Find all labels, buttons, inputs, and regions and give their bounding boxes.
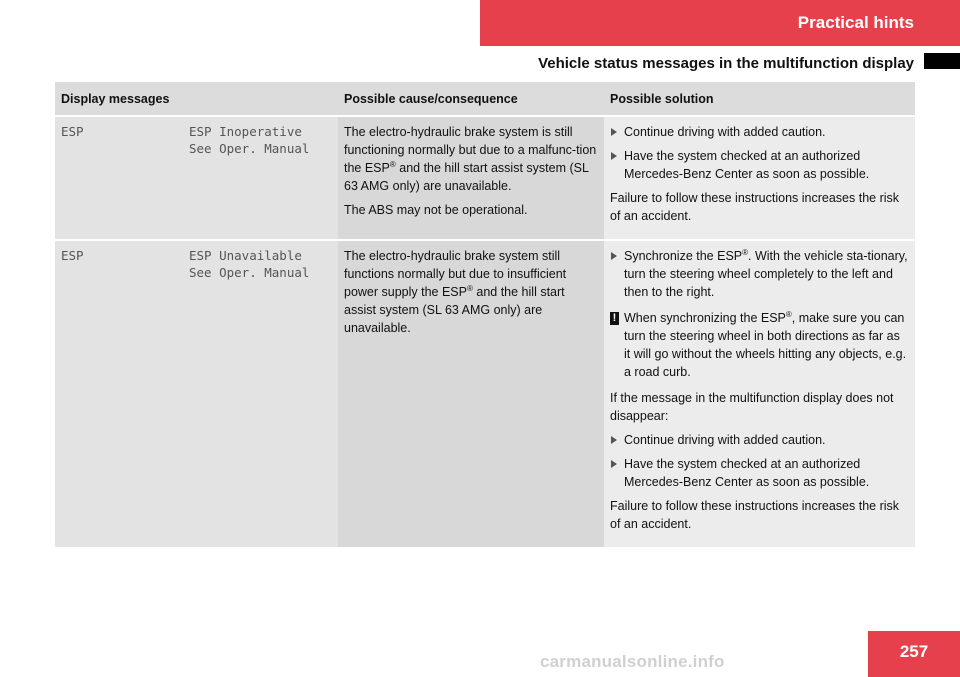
arrow-right-icon bbox=[611, 436, 617, 444]
arrow-right-icon bbox=[611, 128, 617, 136]
cause-cell bbox=[338, 240, 604, 547]
solution-step: Have the system checked at an authorized Mercedes-Benz Center as soon as possible. bbox=[610, 147, 909, 183]
watermark: carmanualsonline.info bbox=[540, 652, 725, 671]
table-header-row bbox=[55, 82, 915, 116]
arrow-right-icon bbox=[611, 460, 617, 468]
table-row bbox=[55, 116, 915, 240]
cause-text: The ABS may not be operational. bbox=[344, 203, 528, 217]
page-subheading: Vehicle status messages in the multifunction display bbox=[538, 55, 914, 72]
solution-step: Have the system checked at an authorized Mercedes-Benz Center as soon as possible. bbox=[610, 455, 909, 491]
column-header-cause: Possible cause/consequence bbox=[338, 82, 604, 116]
system-cell: ESP bbox=[55, 240, 183, 547]
caution-box: ! When synchronizing the ESP®, make sure you can turn the steering wheel in both directions as far as it will go without the wheels hitting any objects, e.g. a road curb. bbox=[610, 309, 909, 381]
warning-note: Failure to follow these instructions increases the risk of an accident. bbox=[610, 191, 900, 223]
display-message-cell: ESP Unavailable See Oper. Manual bbox=[183, 240, 338, 547]
cause-text: The electro-hydraulic brake system still functions normally but due to insufficient power supply the ESP® and the hill start assist system (SL 63 AMG only) are unavailable. bbox=[344, 249, 567, 335]
system-cell: ESP bbox=[55, 116, 183, 240]
column-header-display-messages: Display messages bbox=[55, 82, 338, 116]
display-message-cell: ESP Inoperative See Oper. Manual bbox=[183, 116, 338, 240]
section-title: Practical hints bbox=[797, 13, 914, 32]
status-messages-table bbox=[55, 82, 915, 547]
cause-cell bbox=[338, 116, 604, 240]
arrow-right-icon bbox=[611, 252, 617, 260]
warning-note: Failure to follow these instructions increases the risk of an accident. bbox=[610, 499, 900, 531]
warning-icon: ! bbox=[610, 312, 619, 325]
page-number: 257 bbox=[899, 642, 929, 661]
solution-cell bbox=[604, 116, 915, 240]
solution-text: If the message in the multifunction display does not disappear: bbox=[610, 391, 894, 423]
thumb-tab-marker bbox=[924, 53, 960, 69]
solution-step: Continue driving with added caution. bbox=[610, 123, 909, 141]
cause-text: The electro-hydraulic brake system is still functioning normally but due to a malfunc-tion the ESP® and the hill start assist system (SL 63 AMG only) are unavailable. bbox=[344, 125, 597, 193]
solution-step: Continue driving with added caution. bbox=[610, 431, 909, 449]
page-number-tab bbox=[868, 631, 960, 677]
solution-step: Synchronize the ESP®. With the vehicle sta-tionary, turn the steering wheel completely to the left and then to the right. bbox=[610, 247, 909, 301]
arrow-right-icon bbox=[611, 152, 617, 160]
solution-cell bbox=[604, 240, 915, 547]
section-title-tab bbox=[480, 0, 960, 46]
column-header-solution: Possible solution bbox=[604, 82, 915, 116]
table-row bbox=[55, 240, 915, 547]
